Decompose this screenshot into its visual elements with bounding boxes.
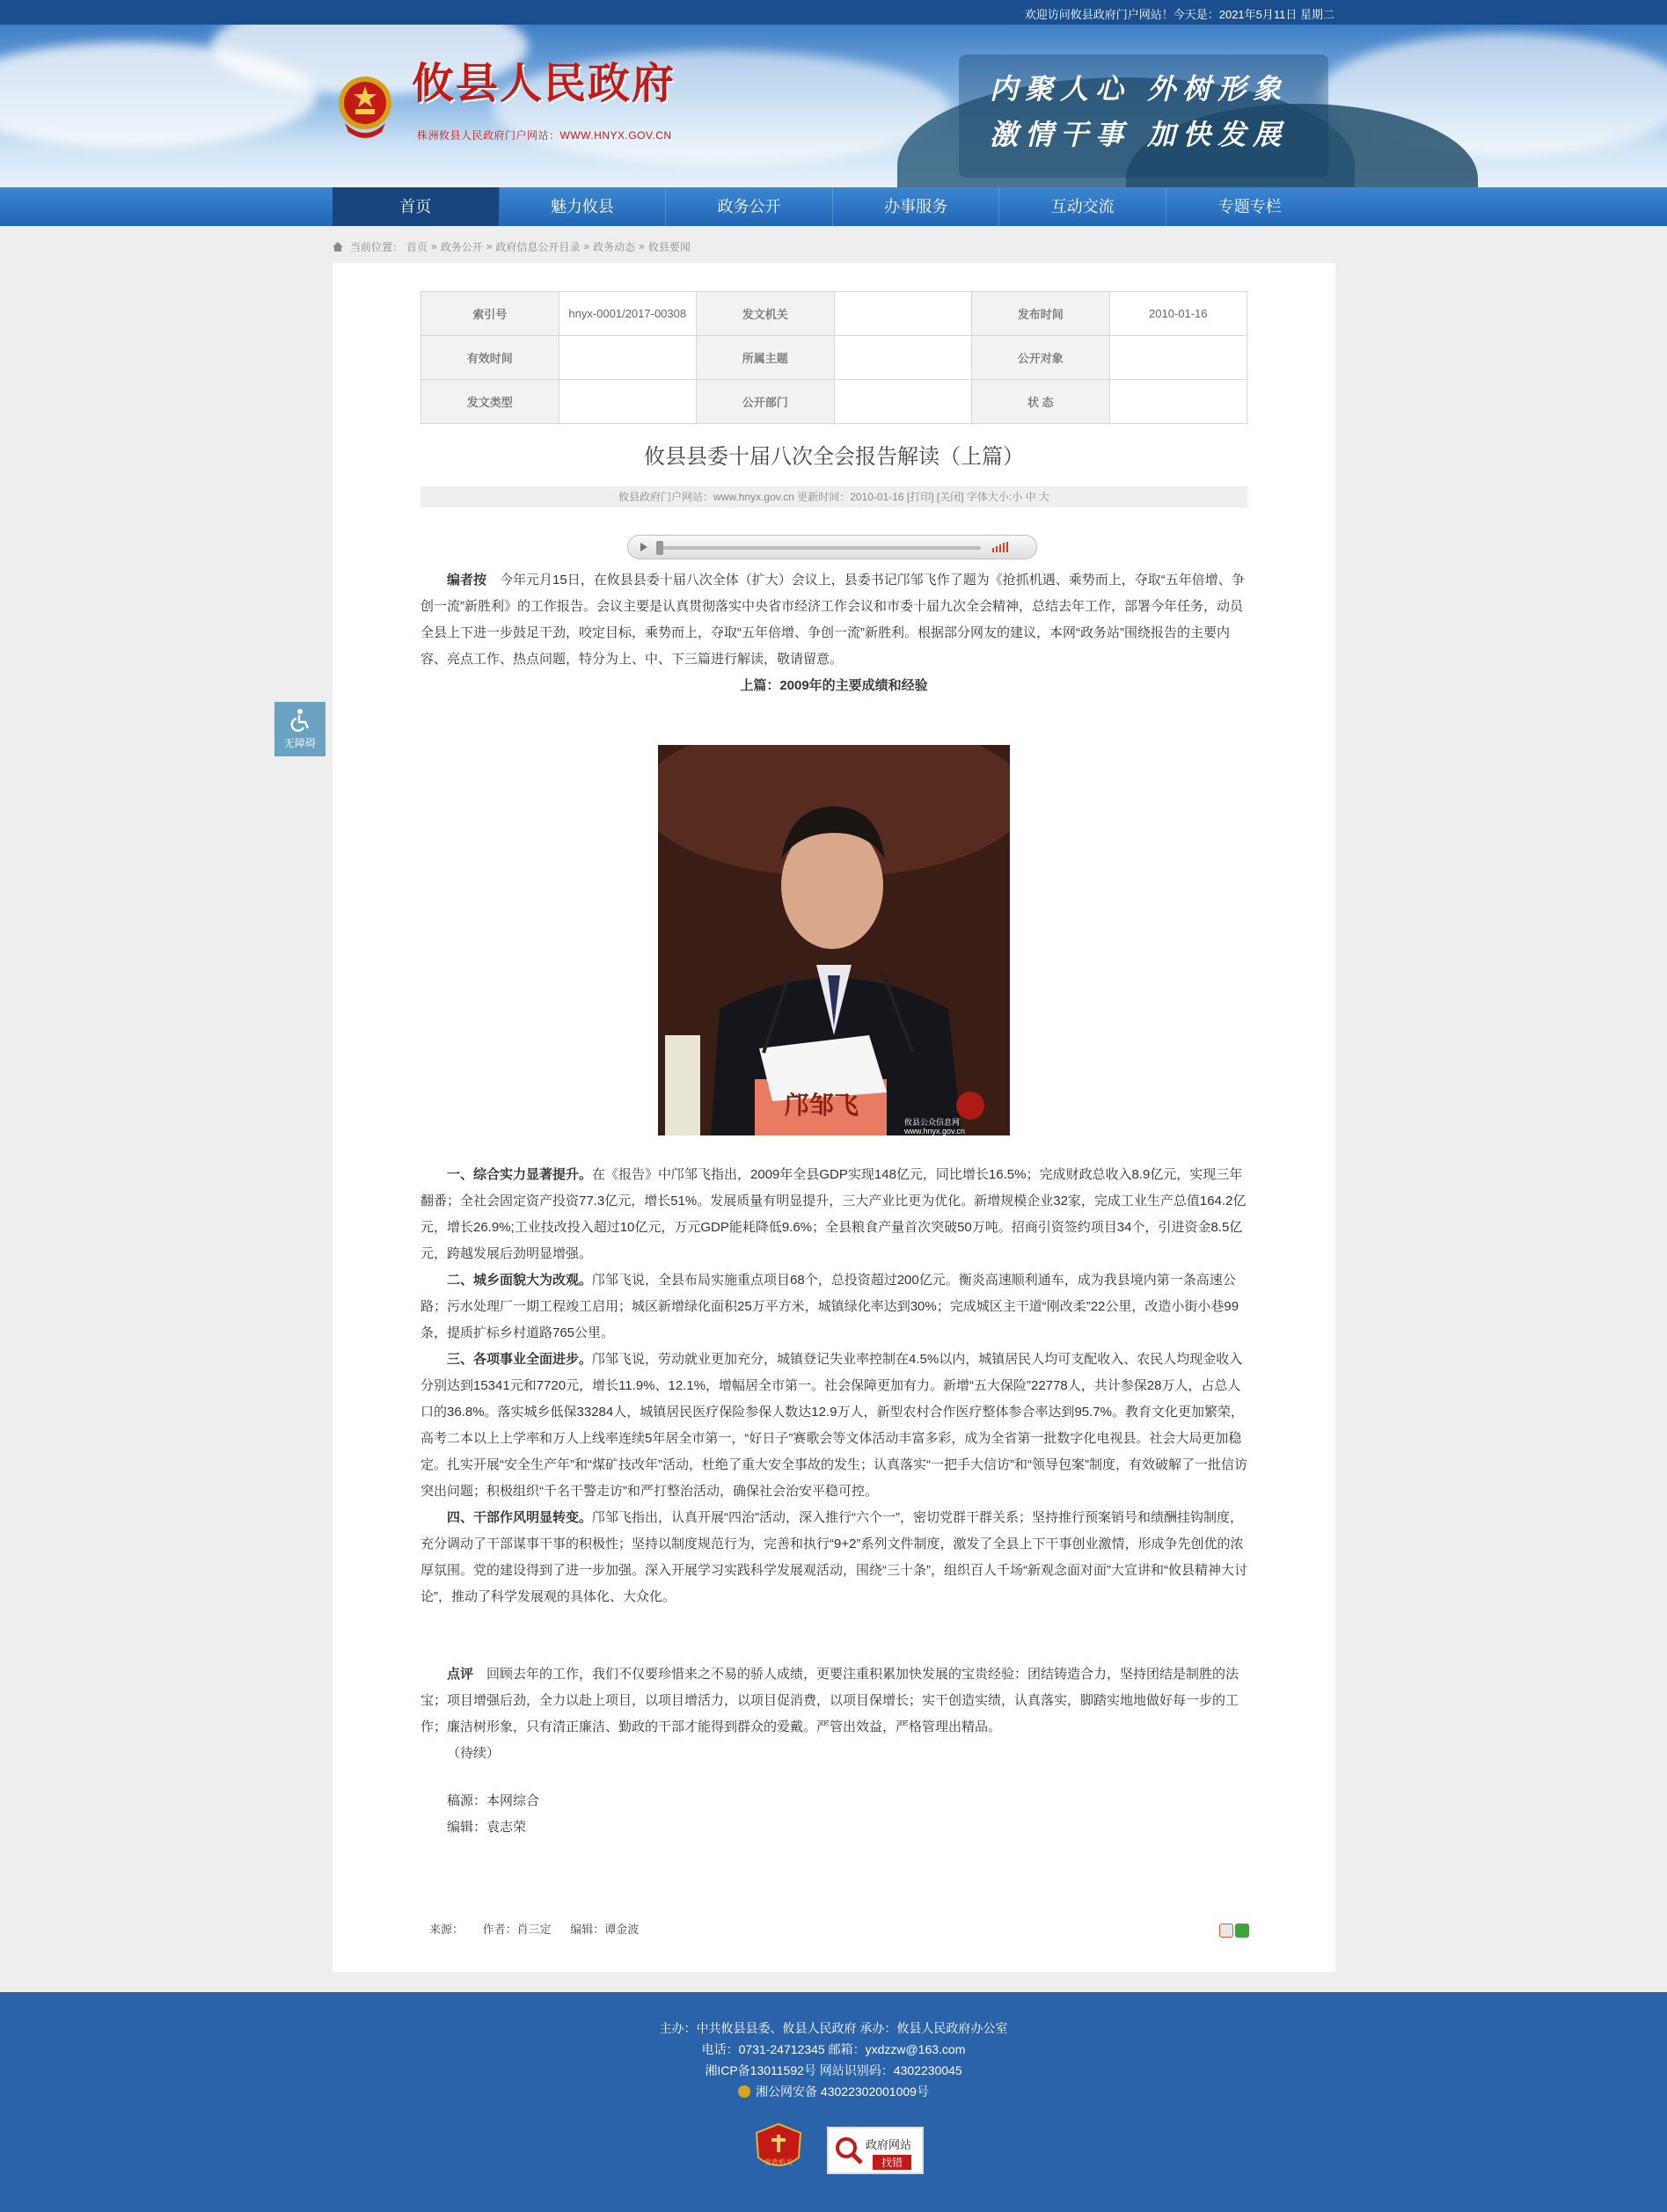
draft-source: 稿源：本网综合 <box>447 1793 540 1808</box>
party-gov-badge-text: 党政机关 <box>764 2158 793 2166</box>
nav-interaction[interactable]: 互动交流 <box>999 187 1166 226</box>
police-badge-icon <box>738 2085 750 2098</box>
section-1-heading: 一、综合实力显著提升。 <box>447 1167 593 1182</box>
meta-audience-label: 公开对象 <box>972 336 1110 380</box>
gov-site-badge-title: 政府网站 <box>866 2138 912 2151</box>
footer-police[interactable] <box>0 2083 1667 2100</box>
footer-contact: 电话：0731-24712345 邮箱：yxdzzw@163.com <box>701 2042 966 2056</box>
meta-valid-value <box>559 336 697 380</box>
wechat-share-icon[interactable] <box>1235 1924 1249 1938</box>
author-label: 作者：肖三定 <box>482 1923 552 1936</box>
audio-player <box>627 535 1037 559</box>
breadcrumb-separator: » <box>431 240 437 252</box>
breadcrumb-separator: » <box>639 240 645 252</box>
section-2-heading: 二、城乡面貌大为改观。 <box>447 1273 593 1288</box>
main-nav-bar <box>0 187 1667 226</box>
meta-status-label: 状 态 <box>972 380 1110 424</box>
meta-audience-value <box>1109 336 1247 380</box>
section-2-text: 邝邹飞说，全县布局实施重点项目68个，总投资超过200亿元。衡炎高速顺利通车，成为我县境内第一条高速公路；污水处理厂一期工程竣工启用；城区新增绿化面积25万平方米，城镇绿化率达到30%；完成城区主干道“刚改柔”22公里，改造小街小巷99条，提质扩标乡村道路765公里。 <box>420 1273 1239 1340</box>
header-banner <box>0 25 1667 187</box>
nav-government-affairs[interactable]: 政务公开 <box>666 187 833 226</box>
comment-label: 点评 <box>447 1667 474 1682</box>
editor-label: 编辑：谭金波 <box>570 1923 640 1936</box>
meta-dept-value <box>834 380 972 424</box>
breadcrumb <box>333 237 694 255</box>
meta-topic-value <box>834 336 972 380</box>
meta-issuer-label: 发文机关 <box>697 292 835 336</box>
article-editor: 编辑：袁志荣 <box>447 1820 527 1835</box>
source-label: 来源： <box>429 1923 464 1936</box>
meta-index-label: 索引号 <box>421 292 559 336</box>
play-icon[interactable] <box>636 540 652 554</box>
nav-services[interactable]: 办事服务 <box>833 187 1000 226</box>
article-title: 攸县县委十届八次全会报告解读（上篇） <box>644 445 1024 469</box>
nav-home[interactable]: 首页 <box>333 187 500 226</box>
volume-icon[interactable] <box>992 542 1019 552</box>
meta-date-value: 2010-01-16 <box>1109 292 1247 336</box>
article-subtitle: 上篇：2009年的主要成绩和经验 <box>740 678 928 693</box>
slogan-line-1: 内聚人心 外树形象 <box>990 72 1289 106</box>
meta-issuer-value <box>834 292 972 336</box>
nav-charm-youxian[interactable]: 魅力攸县 <box>500 187 667 226</box>
breadcrumb-item-home[interactable]: 首页 <box>406 240 428 253</box>
top-bar <box>0 0 1667 25</box>
slogan-line-2: 激情干事 加快发展 <box>990 118 1289 151</box>
breadcrumb-separator: » <box>583 240 590 252</box>
footer-police-text: 湘公网安备 43022302001009号 <box>756 2084 929 2099</box>
article-info-bar: 攸县政府门户网站：www.hnyx.gov.cn 更新时间：2010-01-16 [打印] [关闭] 字体大小:小 中 大 <box>420 486 1247 507</box>
main-nav <box>333 187 1334 226</box>
meta-index-value: hnyx-0001/2017-00308 <box>559 292 697 336</box>
breadcrumb-item-local-news[interactable]: 攸县要闻 <box>647 240 691 253</box>
breadcrumb-item-catalog[interactable]: 政府信息公开目录 <box>495 240 581 253</box>
article-panel <box>333 263 1335 1972</box>
article-body <box>420 1162 1247 1610</box>
section-4-text: 邝邹飞指出，认真开展“四治”活动，深入推行“六个一”，密切党群干群关系；坚持推行预案销号和绩酬挂钩制度，充分调动了干部谋事干事的积极性；坚持以制度规范行为，完善和执行“9+2”系列文件制度，激发了全县上下干事创业激情，形成争先创优的浓厚氛围。党的建设得到了进一步加强。深入开展学习实践科学发展观活动，围绕“三十条”，组织百人千场“新观念面对面”大宣讲和“攸县精神大讨论”，推动了科学发展观的具体化、大众化。 <box>420 1510 1247 1604</box>
gov-site-error-badge[interactable] <box>827 2127 924 2174</box>
photo-watermark: 攸县公众信息网 www.hnyx.gov.cn <box>904 1118 965 1135</box>
meta-dept-label: 公开部门 <box>697 380 835 424</box>
site-title: 攸县人民政府 <box>412 59 676 108</box>
editor-note-label: 编者按 <box>447 573 487 588</box>
speaker-photo-art <box>658 745 1010 1135</box>
weibo-share-icon[interactable] <box>1219 1924 1233 1938</box>
section-1-text: 在《报告》中邝邹飞指出，2009年全县GDP实现148亿元，同比增长16.5%；完成财政总收入8.9亿元，实现三年翻番；全社会固定资产投资77.3亿元，增长51%。发展质量有明显提升，三大产业比更为优化。新增规模企业32家，完成工业生产总值164.2亿元，增长26.9%;工业技改投入超过10亿元，万元GDP能耗降低9.6%；全县粮食产量首次突破50万吨。招商引资签约项目34个，引进资金8.5亿元，跨越发展后劲明显增强。 <box>420 1167 1247 1261</box>
audio-progress-track[interactable] <box>660 546 981 550</box>
welcome-text: 欢迎访问攸县政府门户网站！今天是：2021年5月11日 星期二 <box>1024 8 1334 21</box>
accessibility-button[interactable] <box>274 702 325 756</box>
breadcrumb-prefix: 当前位置： <box>350 240 404 253</box>
document-meta-table <box>420 291 1247 424</box>
breadcrumb-separator: » <box>486 240 493 252</box>
home-icon <box>333 242 343 252</box>
magnifier-icon <box>834 2135 864 2165</box>
meta-status-value <box>1109 380 1247 424</box>
breadcrumb-item-gov-affairs[interactable]: 政务公开 <box>440 240 483 253</box>
site-url: 株洲攸县人民政府门户网站：WWW.HNYX.GOV.CN <box>417 129 672 142</box>
gov-site-badge-sub: 找错 <box>873 2155 911 2170</box>
continued-note: （待续） <box>447 1746 501 1761</box>
speaker-photo <box>658 745 1010 1135</box>
section-3-heading: 三、各项事业全面进步。 <box>447 1352 593 1367</box>
comment-block <box>420 1661 1247 1841</box>
editor-note <box>420 567 1247 699</box>
party-gov-badge[interactable] <box>755 2122 802 2173</box>
comment-text: 回顾去年的工作，我们不仅要珍惜来之不易的骄人成绩，更要注重积累加快发展的宝贵经验：团结铸造合力，坚持团结是制胜的法宝；项目增强后劲，全力以赴上项目，以项目增活力，以项目促消费，以项目保增长；实干创造实绩，认真落实，脚踏实地地做好每一步的工作；廉洁树形象，只有清正廉洁、勤政的干部才能得到群众的爱戴。严管出效益，严格管理出精品。 <box>420 1667 1239 1734</box>
footer-icp[interactable]: 湘ICP备13011592号 网站识别码：4302230045 <box>705 2063 962 2077</box>
meta-valid-label: 有效时间 <box>421 336 559 380</box>
footer <box>0 1992 1667 2212</box>
editor-note-text: 今年元月15日，在攸县县委十届八次全体（扩大）会议上，县委书记邝邹飞作了题为《抢抓机遇、乘势而上，夺取“五年倍增、争创一流”新胜利》的工作报告。会议主要是认真贯彻落实中央省市经济工作会议和市委十届九次全会精神，总结去年工作，部署今年任务，动员全县上下进一步鼓足干劲，咬定目标，乘势而上，夺取“五年倍增、争创一流”新胜利。根据部分网友的建议，本网“政务站”围绕报告的主要内容、亮点工作、热点问题，特分为上、中、下三篇进行解读，敬请留意。 <box>420 573 1245 667</box>
meta-topic-label: 所属主题 <box>697 336 835 380</box>
audio-progress-handle[interactable] <box>656 541 663 555</box>
national-emblem-icon <box>336 74 394 139</box>
breadcrumb-item-news[interactable]: 政务动态 <box>593 240 636 253</box>
nav-special-topics[interactable]: 专题专栏 <box>1217 198 1282 215</box>
wheelchair-icon <box>287 707 313 734</box>
section-4-heading: 四、干部作风明显转变。 <box>447 1510 593 1525</box>
section-3-text: 邝邹飞说，劳动就业更加充分，城镇登记失业率控制在4.5%以内，城镇居民人均可支配收入、农民人均现金收入分别达到15341元和7720元，增长11.9%、12.1%，增幅居全市第一。社会保障更加有力。新增“五大保险”22778人，共计参保28万人，占总人口的36.8%。落实城乡低保33284人，城镇居民医疗保险参保人数达12.9万人，新型农村合作医疗整体参合率达到95.7%。教育文化更加繁荣，高考二本以上上学率和万人上线率连续5年居全市第一，“好日子”赛歌会等文体活动丰富多彩，成为全省第一批数字化电视县。社会大局更加稳定。扎实开展“安全生产年”和“煤矿技改年”活动，杜绝了重大安全事故的发生；认真落实“一把手大信访”和“领导包案”制度，有效破解了一批信访突出问题；积极组织“千名干警走访”和严打整治活动，确保社会治安平稳可控。 <box>420 1352 1247 1499</box>
meta-date-label: 发布时间 <box>972 292 1110 336</box>
meta-type-label: 发文类型 <box>421 380 559 424</box>
nameplate-text: 邝邹飞 <box>784 1091 859 1120</box>
source-row <box>429 1920 654 1937</box>
accessibility-label: 无障碍 <box>283 737 316 749</box>
meta-type-value <box>559 380 697 424</box>
footer-host: 主办：中共攸县县委、攸县人民政府 承办：攸县人民政府办公室 <box>659 2021 1008 2035</box>
